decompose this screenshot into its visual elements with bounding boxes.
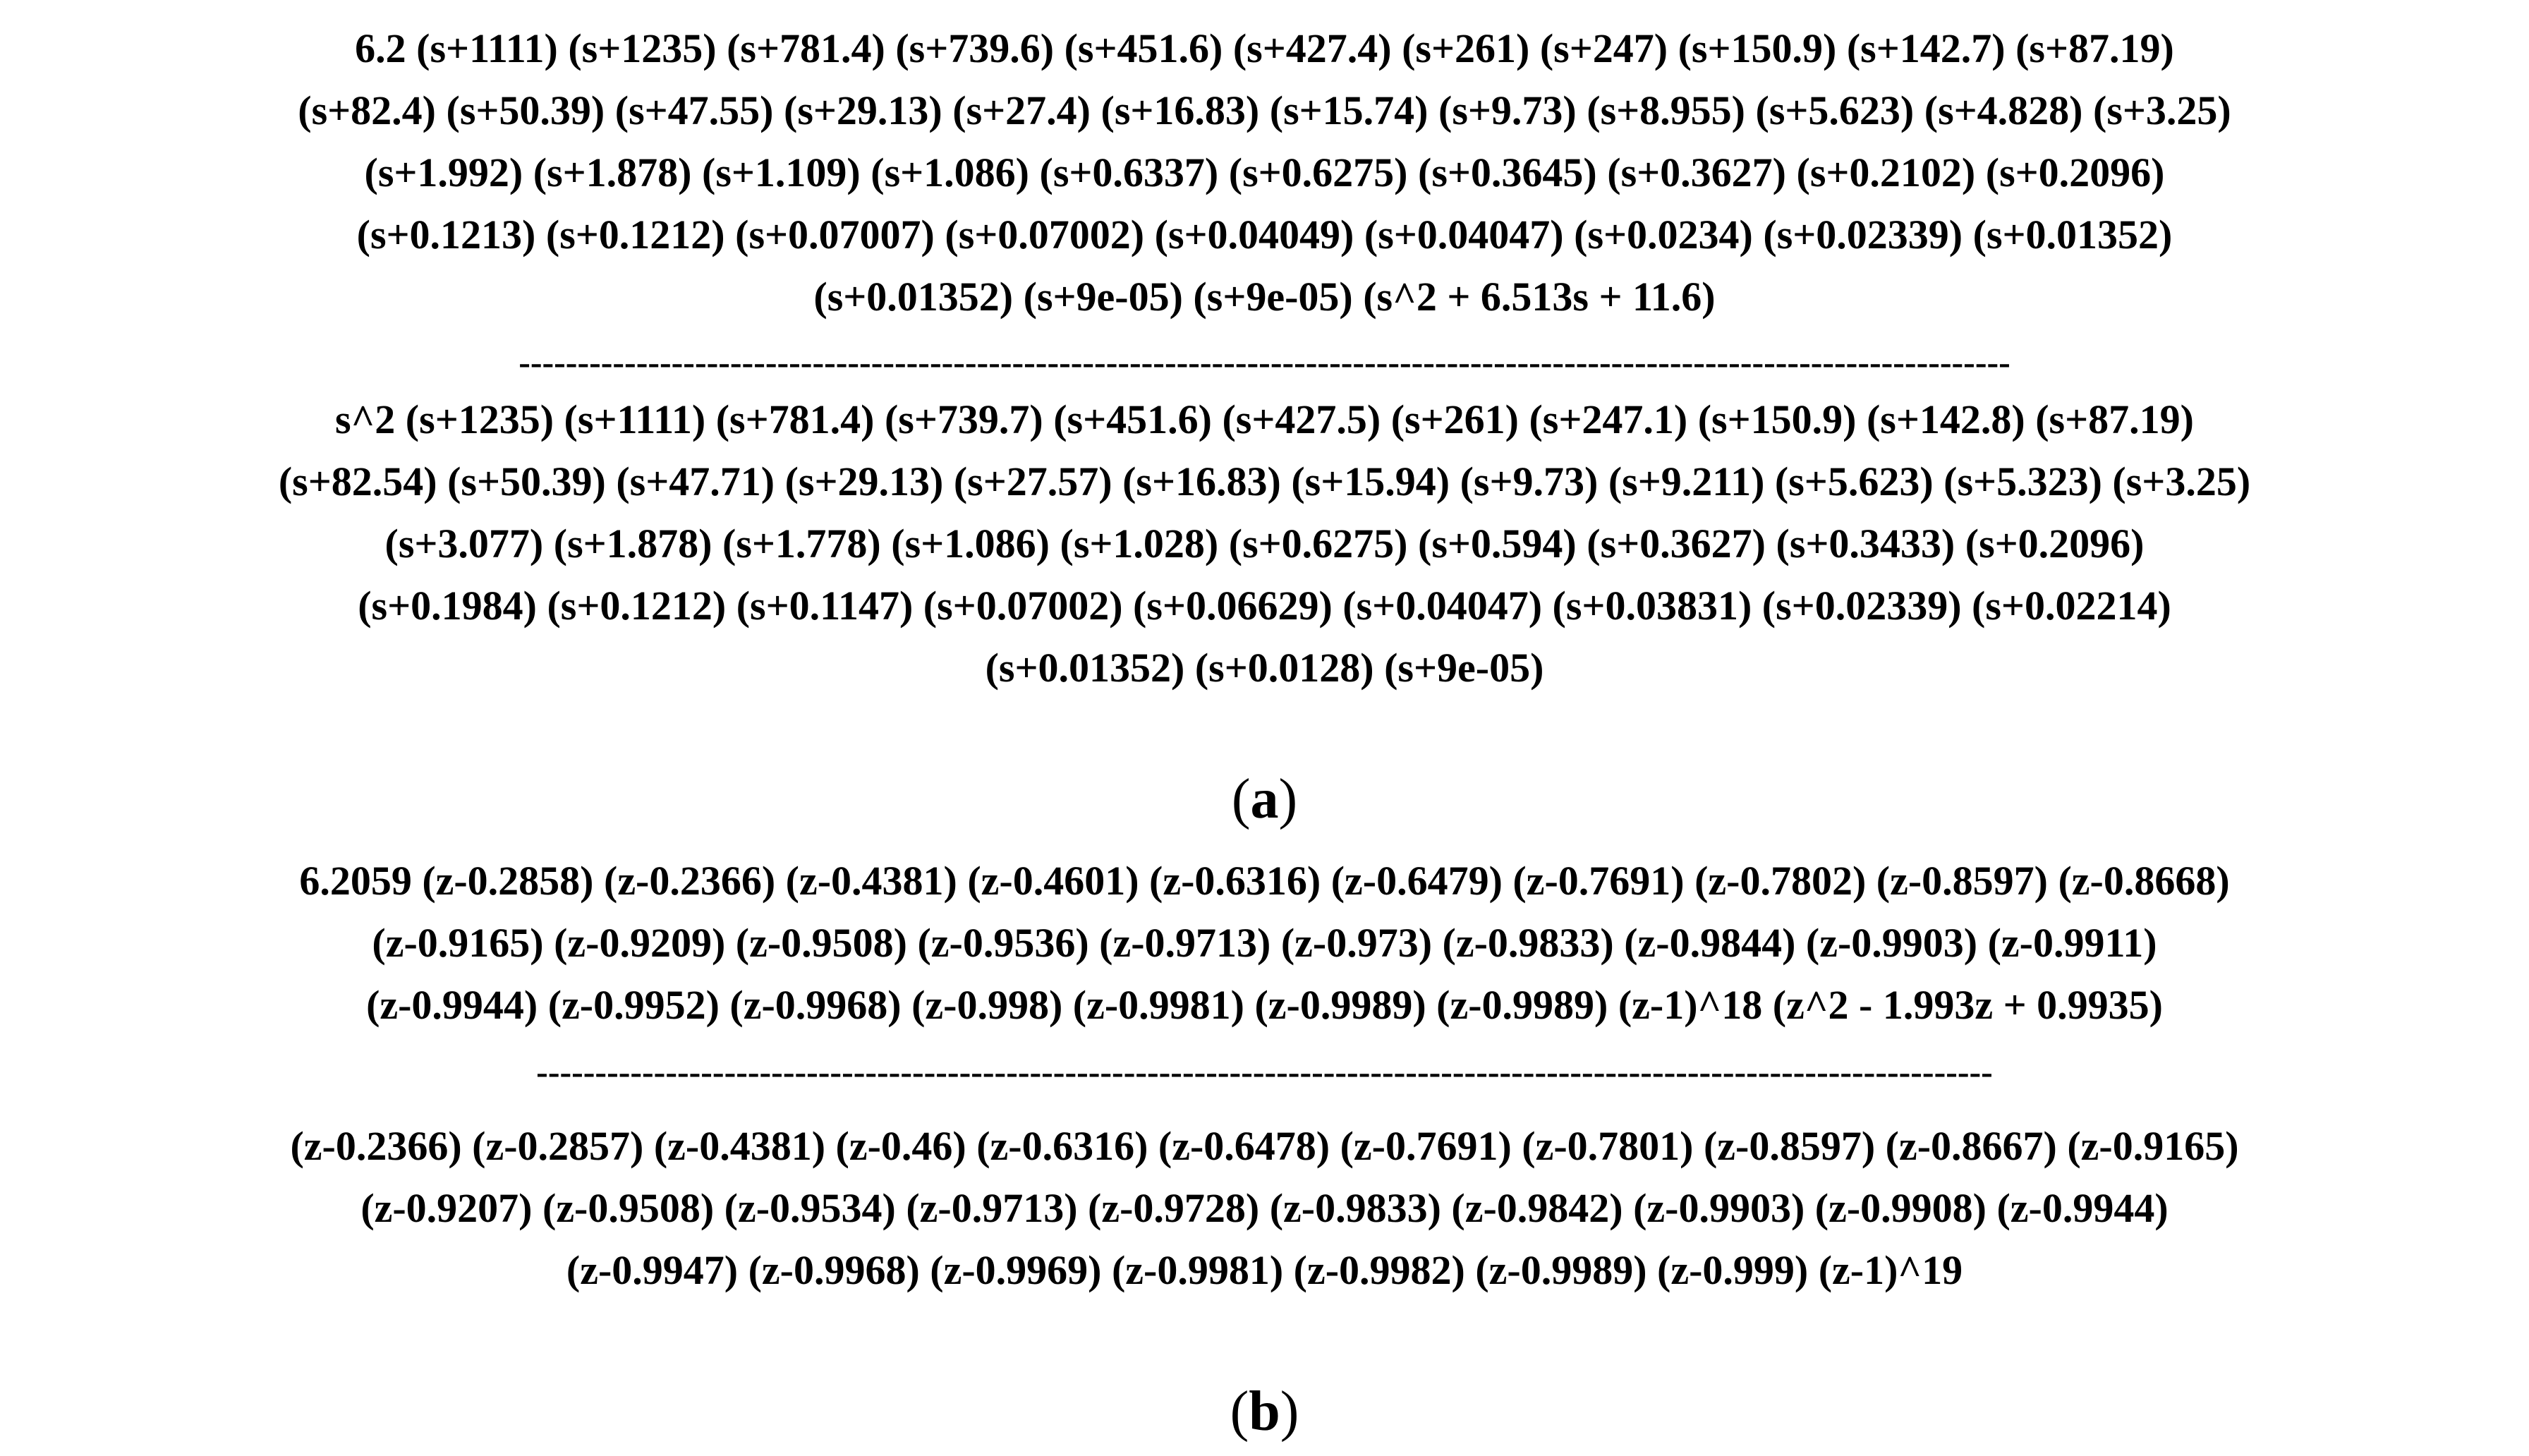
panel-a-caption-letter: a	[1250, 768, 1279, 830]
panel-a-numerator-line-3: (s+1.992) (s+1.878) (s+1.109) (s+1.086) (s+0.6337) (s+0.6275) (s+0.3645) (s+0.3627) (s+0.2102) (s+0.2096)	[364, 150, 2165, 195]
panel-b-caption-close: )	[1280, 1381, 1299, 1443]
panel-a-numerator-line-5: (s+0.01352) (s+9e-05) (s+9e-05) (s^2 + 6.513s + 11.6)	[813, 274, 1716, 320]
panel-a-denominator-line-3: (s+3.077) (s+1.878) (s+1.778) (s+1.086) (s+1.028) (s+0.6275) (s+0.594) (s+0.3627) (s+0.3433) (s+0.2096)	[384, 521, 2145, 566]
panel-a-caption-close: )	[1278, 768, 1298, 830]
panel-a-caption	[0, 768, 2529, 831]
panel-a-denominator-line-4: (s+0.1984) (s+0.1212) (s+0.1147) (s+0.07002) (s+0.06629) (s+0.04047) (s+0.03831) (s+0.02339) (s+0.02214)	[358, 583, 2171, 629]
panel-b-caption-open: (	[1230, 1381, 1249, 1443]
panel-a-caption-open: (	[1231, 768, 1251, 830]
panel-b-numerator-line-2: (z-0.9165) (z-0.9209) (z-0.9508) (z-0.9536) (z-0.9713) (z-0.973) (z-0.9833) (z-0.9844) (z-0.9903) (z-0.9911)	[372, 920, 2157, 966]
panel-b-denominator-line-2: (z-0.9207) (z-0.9508) (z-0.9534) (z-0.9713) (z-0.9728) (z-0.9833) (z-0.9842) (z-0.9903) (z-0.9908) (z-0.9944)	[360, 1185, 2169, 1231]
panel-b-denominator-line-3: (z-0.9947) (z-0.9968) (z-0.9969) (z-0.9981) (z-0.9982) (z-0.9989) (z-0.999) (z-1)^19	[566, 1247, 1963, 1293]
panel-b-numerator-line-1: 6.2059 (z-0.2858) (z-0.2366) (z-0.4381) (z-0.4601) (z-0.6316) (z-0.6479) (z-0.7691) (z-0.7802) (z-0.8597) (z-0.8668)	[299, 858, 2230, 904]
panel-b-numerator-line-3: (z-0.9944) (z-0.9952) (z-0.9968) (z-0.998) (z-0.9981) (z-0.9989) (z-0.9989) (z-1)^18 (z^2 - 1.993z + 0.9935)	[366, 982, 2163, 1028]
panel-a-denominator-line-2: (s+82.54) (s+50.39) (s+47.71) (s+29.13) (s+27.57) (s+16.83) (s+15.94) (s+9.73) (s+9.211) (s+5.623) (s+5.323) (s+3.25)	[278, 459, 2251, 504]
panel-a-numerator-line-4: (s+0.1213) (s+0.1212) (s+0.07007) (s+0.07002) (s+0.04049) (s+0.04047) (s+0.0234) (s+0.02339) (s+0.01352)	[356, 212, 2173, 257]
panel-b-caption-letter: b	[1249, 1381, 1280, 1443]
panel-b-denominator-line-1: (z-0.2366) (z-0.2857) (z-0.4381) (z-0.46) (z-0.6316) (z-0.6478) (z-0.7691) (z-0.7801) (z-0.8597) (z-0.8667) (z-0.9165)	[290, 1123, 2239, 1169]
panel-a-denominator-line-5: (s+0.01352) (s+0.0128) (s+9e-05)	[985, 645, 1544, 691]
panel-a-fraction-bar: -------------------------------------------------------------------------------------------------------------------------------	[518, 342, 2011, 382]
panel-a-numerator-line-2: (s+82.4) (s+50.39) (s+47.55) (s+29.13) (s+27.4) (s+16.83) (s+15.74) (s+9.73) (s+8.955) (s+5.623) (s+4.828) (s+3.25)	[298, 87, 2231, 133]
panel-a-denominator-line-1: s^2 (s+1235) (s+1111) (s+781.4) (s+739.7) (s+451.6) (s+427.5) (s+261) (s+247.1) (s+150.9) (s+142.8) (s+87.19)	[335, 396, 2194, 442]
panel-b-caption	[0, 1380, 2529, 1443]
panel-b-fraction-bar: ----------------------------------------------------------------------------------------------------------------------------	[536, 1052, 1993, 1091]
panel-a-numerator-line-1: 6.2 (s+1111) (s+1235) (s+781.4) (s+739.6) (s+451.6) (s+427.4) (s+261) (s+247) (s+150.9) (s+142.7) (s+87.19)	[355, 25, 2174, 71]
